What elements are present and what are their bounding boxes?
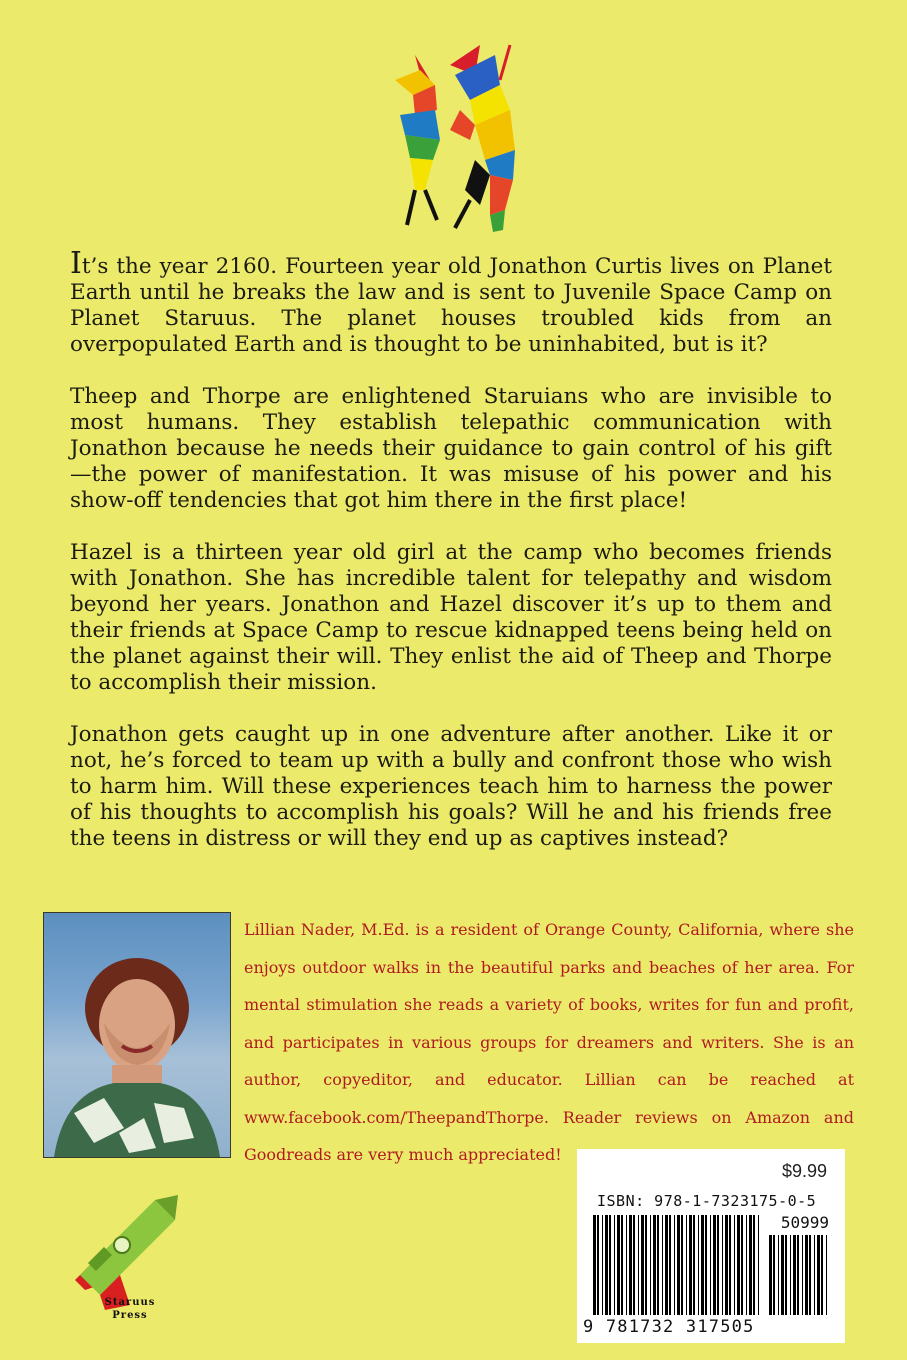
barcode-bar bbox=[701, 1215, 704, 1315]
barcode-bar bbox=[785, 1235, 787, 1315]
barcode-bar bbox=[793, 1235, 796, 1315]
barcode-bar bbox=[805, 1235, 808, 1315]
barcode-bar bbox=[653, 1215, 656, 1315]
barcode-bar bbox=[602, 1215, 603, 1315]
barcode-bar bbox=[597, 1215, 599, 1315]
blurb-paragraph-1: It’s the year 2160. Fourteen year old Jonathon Curtis lives on Planet Earth until he breaks the law and is sent to Juvenile Space Camp on Planet Staruus. The planet houses troubled kids from an overpopulated Earth and is thought to be uninhabited, but is it? bbox=[70, 246, 832, 357]
barcode-bar bbox=[802, 1235, 803, 1315]
barcode-bar bbox=[773, 1235, 775, 1315]
price: $9.99 bbox=[781, 1161, 827, 1181]
barcode-bar bbox=[729, 1215, 731, 1315]
barcode-bar bbox=[809, 1235, 811, 1315]
barcode-bar bbox=[662, 1215, 663, 1315]
barcode-bar bbox=[621, 1215, 623, 1315]
barcode-bar bbox=[821, 1235, 823, 1315]
author-bio: Lillian Nader, M.Ed. is a resident of Orange County, California, where she enjoys outdoor walks in the beautiful parks and beaches of her area. For mental stimulation she reads a variety of books, writes for fun and profit, and participates in various groups for dreamers and writers. She is an author, copyeditor, and educator. Lillian can be reached at www.facebook.com/TheepandThorpe. Reader reviews on Amazon and Goodreads are very much appreciated! bbox=[244, 920, 854, 1164]
barcode-bar bbox=[722, 1215, 723, 1315]
barcode-bar bbox=[797, 1235, 799, 1315]
barcode-bar bbox=[645, 1215, 647, 1315]
barcode-bar bbox=[698, 1215, 699, 1315]
barcode-bar bbox=[693, 1215, 695, 1315]
barcode-bar bbox=[681, 1215, 683, 1315]
barcode-bar bbox=[741, 1215, 743, 1315]
author-photo bbox=[43, 912, 231, 1158]
blurb-paragraph-4: Jonathon gets caught up in one adventure after another. Like it or not, he’s forced to team up with a bully and confront those who wish to harm him. Will these experiences teach him to harness the power of his thoughts to accomplish his goals? Will he and his friends free the teens in distress or will they end up as captives instead? bbox=[70, 722, 832, 851]
addon-barcode bbox=[769, 1235, 831, 1315]
barcode-bar bbox=[769, 1235, 772, 1315]
barcode-bar bbox=[734, 1215, 735, 1315]
barcode-bar bbox=[626, 1215, 627, 1315]
barcode-bar bbox=[746, 1215, 747, 1315]
barcode-bar bbox=[614, 1215, 615, 1315]
back-cover-blurb bbox=[70, 246, 832, 852]
isbn-number: ISBN: 978-1-7323175-0-5 bbox=[597, 1192, 817, 1210]
barcode-bar bbox=[713, 1215, 716, 1315]
barcode-bar bbox=[593, 1215, 596, 1315]
barcode-bar bbox=[710, 1215, 711, 1315]
barcode-bar bbox=[686, 1215, 687, 1315]
barcode-bar bbox=[737, 1215, 740, 1315]
ean-barcode bbox=[593, 1215, 763, 1315]
barcode-bar bbox=[641, 1215, 644, 1315]
blurb-paragraph-2: Theep and Thorpe are enlightened Staruians who are invisible to most humans. They establish telepathic communication with Jonathon because he needs their guidance to gain control of his gift—the power of manifestation. It was misuse of his power and his show-off tendencies that got him there in the first place! bbox=[70, 384, 832, 513]
barcode-bar bbox=[689, 1215, 692, 1315]
barcode-bar bbox=[677, 1215, 680, 1315]
ean-number: 9 781732 317505 bbox=[583, 1317, 755, 1337]
barcode-bar bbox=[753, 1215, 755, 1315]
barcode-bar bbox=[669, 1215, 671, 1315]
barcode-bar bbox=[609, 1215, 611, 1315]
barcode-bar bbox=[826, 1235, 827, 1315]
barcode-bar bbox=[629, 1215, 632, 1315]
barcode-bar bbox=[605, 1215, 608, 1315]
barcode-bar bbox=[817, 1235, 820, 1315]
barcode-bar bbox=[717, 1215, 719, 1315]
drop-cap: I bbox=[70, 246, 82, 281]
barcode-bar bbox=[758, 1215, 759, 1315]
barcode-bar bbox=[665, 1215, 668, 1315]
barcode-bar bbox=[633, 1215, 635, 1315]
blurb-paragraph-3: Hazel is a thirteen year old girl at the camp who becomes friends with Jonathon. She has incredible talent for telepathy and wisdom beyond her years. Jonathon and Hazel discover it’s up to them and their friends at Space Camp to rescue kidnapped teens being held on the planet against their will. They enlist the aid of Theep and Thorpe to accomplish their mission. bbox=[70, 540, 832, 695]
barcode-box bbox=[577, 1149, 845, 1343]
barcode-bar bbox=[638, 1215, 639, 1315]
barcode-bar bbox=[674, 1215, 675, 1315]
barcode-bar bbox=[749, 1215, 752, 1315]
price-addon-code: 50999 bbox=[780, 1213, 829, 1232]
barcode-bar bbox=[617, 1215, 620, 1315]
barcode-bar bbox=[781, 1235, 784, 1315]
staruian-characters-illustration bbox=[375, 40, 535, 240]
publisher-name: Staruus Press bbox=[104, 1297, 156, 1321]
barcode-bar bbox=[705, 1215, 707, 1315]
barcode-bar bbox=[814, 1235, 815, 1315]
barcode-bar bbox=[725, 1215, 728, 1315]
barcode-bar bbox=[657, 1215, 659, 1315]
barcode-bar bbox=[650, 1215, 651, 1315]
barcode-bar bbox=[778, 1235, 779, 1315]
barcode-bar bbox=[790, 1235, 791, 1315]
